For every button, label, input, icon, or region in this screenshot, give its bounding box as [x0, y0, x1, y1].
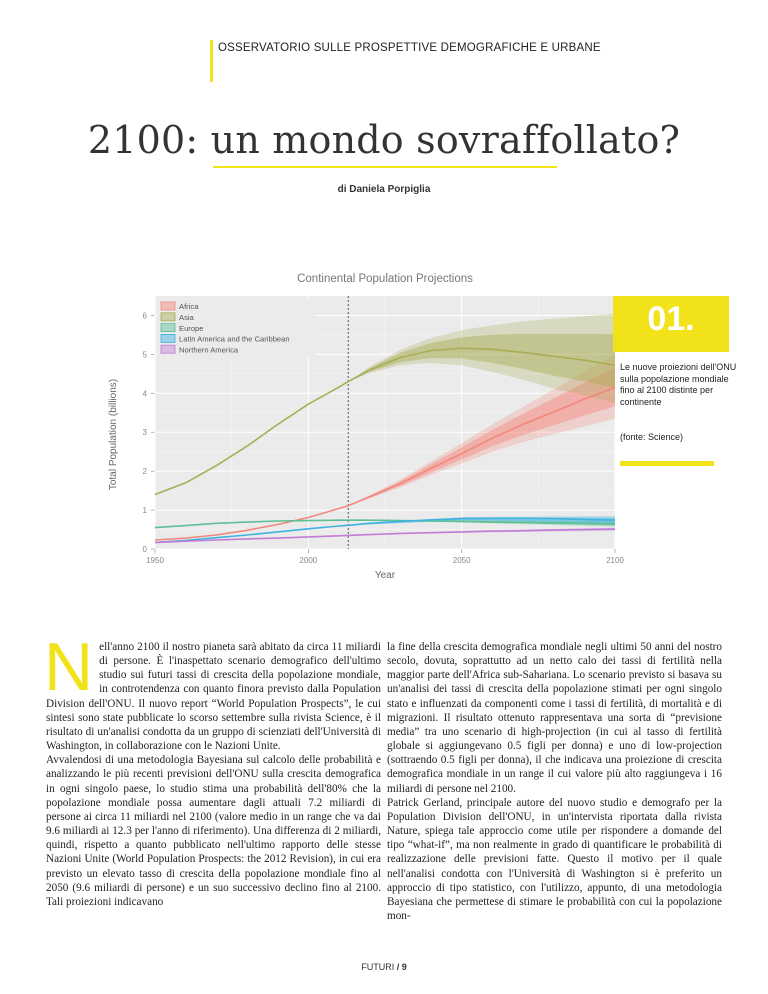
- legend-swatch: [161, 324, 175, 332]
- figure-number: 01.: [647, 300, 695, 338]
- x-tick-label: 2000: [299, 556, 318, 565]
- paragraph: la fine della crescita demografica mondiale negli ultimi 50 anni del nostro secolo, dovuta, soprattutto ad un netto calo dei tassi di fertilità nella maggior parte dell'Africa sub-Sahariana. Lo scenario previsto si basava su un'analisi dei tassi di crescita della popolazione stimati per ogni singolo stato e influenzati da componenti come i tassi di fertilità, di mortalità e di migrazioni. Il risultato ottenuto rappresentava una sorta di “previsione media” tra uno scenario di high-projection (in cui al tasso di fertilità globale si aggiungevano 0.5 figli per donna) e uno di low-projection (sottraendo 0.5 figli per donna), il che indicava una proiezione di crescita demografica mondiale in un range il cui valore più alto raggiungeva i 16 miliardi di persone nel 2100.: [387, 641, 722, 795]
- figure-source: (fonte: Science): [620, 432, 684, 442]
- y-tick-label: 3: [142, 428, 147, 438]
- x-tick-label: 2100: [606, 556, 624, 565]
- y-tick-label: 5: [142, 350, 147, 360]
- y-tick-label: 4: [142, 389, 147, 399]
- body-column-right: [387, 640, 722, 923]
- legend-label: Northern America: [179, 345, 239, 355]
- y-tick-label: 1: [142, 506, 147, 516]
- legend-swatch: [161, 313, 175, 321]
- drop-cap: N: [44, 629, 94, 705]
- y-tick-label: 6: [142, 311, 147, 321]
- figure-number-badge: [613, 296, 729, 352]
- x-tick-label: 1950: [146, 556, 164, 565]
- magazine-name: FUTURI: [361, 962, 395, 972]
- chart-svg: [100, 262, 662, 580]
- legend-label: Europe: [179, 323, 204, 333]
- body-column-left: [44, 629, 381, 909]
- y-tick-label: 0: [142, 545, 147, 554]
- paragraph: Avvalendosi di una metodologia Bayesiana sul calcolo delle probabilità e analizzando le più recenti previsioni dell'ONU sulla crescita demografica in ogni singolo paese, lo studio stima una probabilità dell'80% che la popolazione mondiale possa aumentare dagli attuali 7.2 miliardi di persone ai circa 11 miliardi nel 2100 (valore medio in un range che va dai 9.6 miliardi ai 12.3 per l'anno di riferimento). Una differenza di 2 miliardi, quindi, rispetto a quanto pubblicato nell'ultimo rapporto delle stesse Nazioni Unite (World Population Prospects: the 2012 Revision), in cui era previsto un elevato tasso di crescita della popolazione mondiale fino al 2050 (9.6 miliardi di persone) e un suo successivo declino fino al 2100. Tali proiezioni indicavano: [46, 754, 381, 908]
- page-number: 9: [401, 962, 407, 972]
- caption-accent-bar: [620, 461, 714, 466]
- population-chart: [100, 262, 662, 580]
- chart-title: Continental Population Projections: [297, 273, 473, 285]
- section-label: OSSERVATORIO SULLE PROSPETTIVE DEMOGRAFICHE E URBANE: [218, 42, 601, 54]
- byline: di Daniela Porpiglia: [337, 184, 431, 195]
- section-accent-bar: [210, 40, 213, 82]
- page-footer: [0, 962, 768, 972]
- legend-swatch: [161, 334, 175, 342]
- x-axis-label: Year: [374, 570, 396, 580]
- y-axis-label: Total Population (billions): [108, 378, 119, 491]
- figure-caption: Le nuove proiezioni dell'ONU sulla popolazione mondiale fino al 2100 distinte per continente: [620, 362, 737, 407]
- folio-separator: /: [396, 962, 400, 972]
- legend-swatch: [161, 302, 175, 310]
- paragraph: [44, 629, 381, 753]
- legend-label: Asia: [179, 313, 194, 322]
- article-title: 2100: un mondo sovraffollato?: [87, 118, 681, 162]
- legend-label: Africa: [179, 302, 199, 312]
- paragraph-text: ell'anno 2100 il nostro pianeta sarà abitato da circa 11 miliardi di persone. È l'inaspettato scenario demografico dell'ultimo studio sui futuri tassi di crescita della popolazione mondiale, in controtendenza con quanto finora previsto dalla Population Division dell'ONU. Il nuovo report “World Population Prospects”, le cui sintesi sono state pubblicate lo scorso settembre sulla rivista Science, è il risultato di un'analisi condotta da un gruppo di scienziati dell'Università di Washington, in collaborazione con le Nazioni Unite.: [46, 641, 381, 753]
- paragraph: Patrick Gerland, principale autore del nuovo studio e demografo per la Population Division dell'ONU, in un'intervista riportata dalla rivista Nature, spiega tale approccio come utile per rispondere a domande del tipo “what-if”, ma non realmente in grado di quantificare le probabilità di realizzazione delle previsioni fatte. Questo il motivo per il quale nell'analisi condotta con l'Università di Washington si è preferito un approccio di tipo statistico, con l'utilizzo, appunto, di una metodologia Bayesiana che permettese di stimare le probabilità con cui la popolazione mon-: [387, 796, 722, 922]
- y-tick-label: 2: [142, 467, 147, 477]
- title-underline: [213, 166, 557, 168]
- legend-label: Latin America and the Caribbean: [179, 334, 290, 344]
- legend-swatch: [161, 345, 175, 353]
- x-tick-label: 2050: [452, 556, 471, 565]
